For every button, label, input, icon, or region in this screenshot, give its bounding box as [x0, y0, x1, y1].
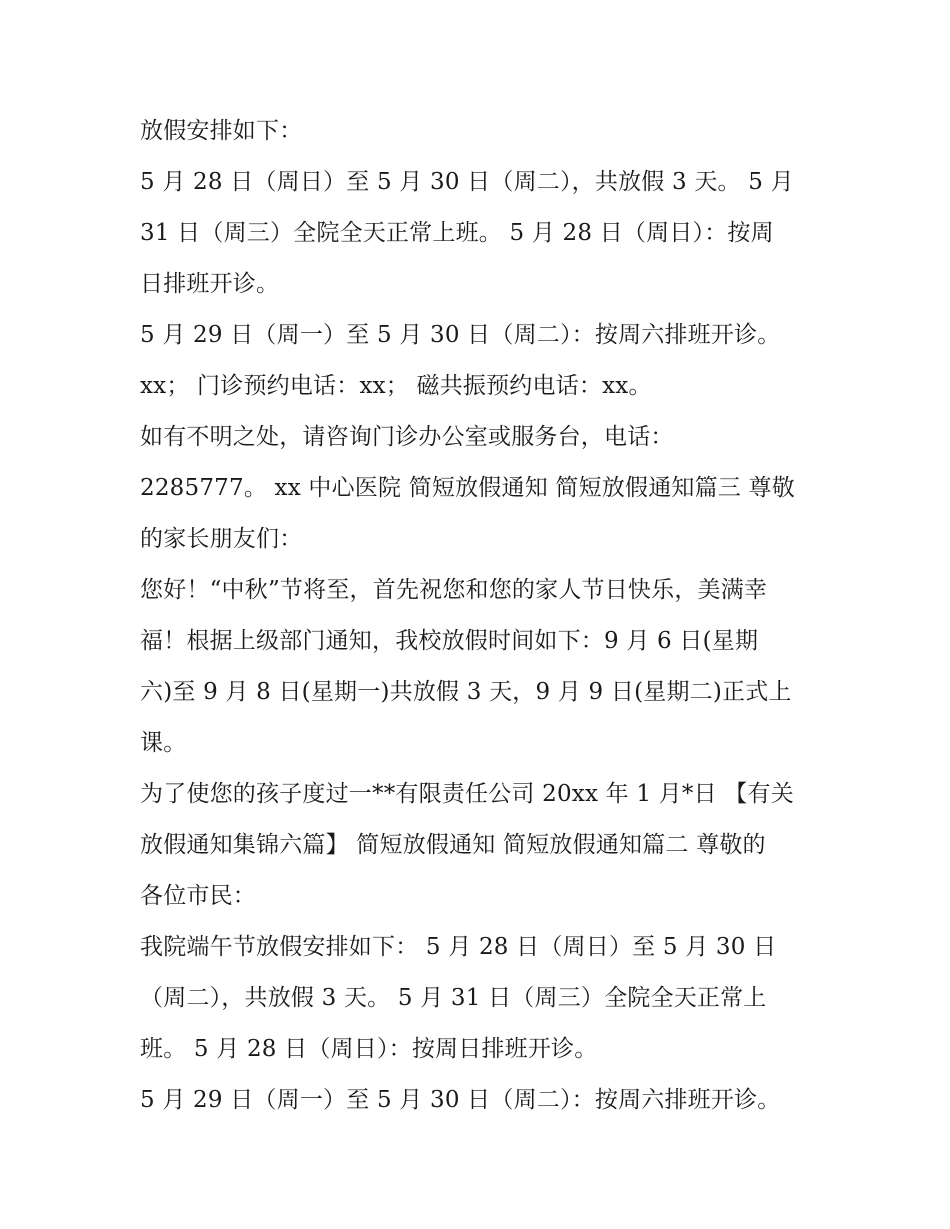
text-line: 的家长朋友们： — [140, 526, 303, 552]
text-line: 5 月 28 日（周日）至 5 月 30 日（周二），共放假 3 天。 5 月 — [140, 169, 794, 195]
text-line: 福！根据上级部门通知，我校放假时间如下：9 月 6 日(星期 — [140, 628, 759, 654]
text-line: 日排班开诊。 — [140, 271, 280, 297]
text-line: 六)至 9 月 8 日(星期一)共放假 3 天，9 月 9 日(星期二)正式上 — [140, 679, 792, 705]
text-line: 5 月 29 日（周一）至 5 月 30 日（周二）：按周六排班开诊。 — [140, 322, 781, 348]
text-line: （周二），共放假 3 天。 5 月 31 日（周三）全院全天正常上 — [140, 985, 767, 1011]
text-line: 各位市民： — [140, 883, 256, 909]
text-line: 5 月 29 日（周一）至 5 月 30 日（周二）：按周六排班开诊。 — [140, 1087, 781, 1113]
text-line: 31 日（周三）全院全天正常上班。 5 月 28 日（周日）：按周 — [140, 220, 774, 246]
text-line: 放假通知集锦六篇】 简短放假通知 简短放假通知篇二 尊敬的 — [140, 832, 766, 858]
text-line: 我院端午节放假安排如下： 5 月 28 日（周日）至 5 月 30 日 — [140, 934, 777, 960]
text-line: 课。 — [140, 730, 187, 756]
text-line: 您好！“中秋”节将至，首先祝您和您的家人节日快乐，美满幸 — [140, 577, 768, 603]
text-line: 2285777。 xx 中心医院 简短放假通知 简短放假通知篇三 尊敬 — [140, 475, 795, 501]
document-body — [140, 106, 840, 1126]
text-line: 为了使您的孩子度过一**有限责任公司 20xx 年 1 月*日 【有关 — [140, 781, 794, 807]
text-line: 班。 5 月 28 日（周日）：按周日排班开诊。 — [140, 1036, 598, 1062]
text-line: 如有不明之处，请咨询门诊办公室或服务台，电话： — [140, 424, 674, 450]
text-line: 放假安排如下： — [140, 118, 303, 144]
text-line: xx； 门诊预约电话：xx； 磁共振预约电话：xx。 — [140, 373, 652, 399]
